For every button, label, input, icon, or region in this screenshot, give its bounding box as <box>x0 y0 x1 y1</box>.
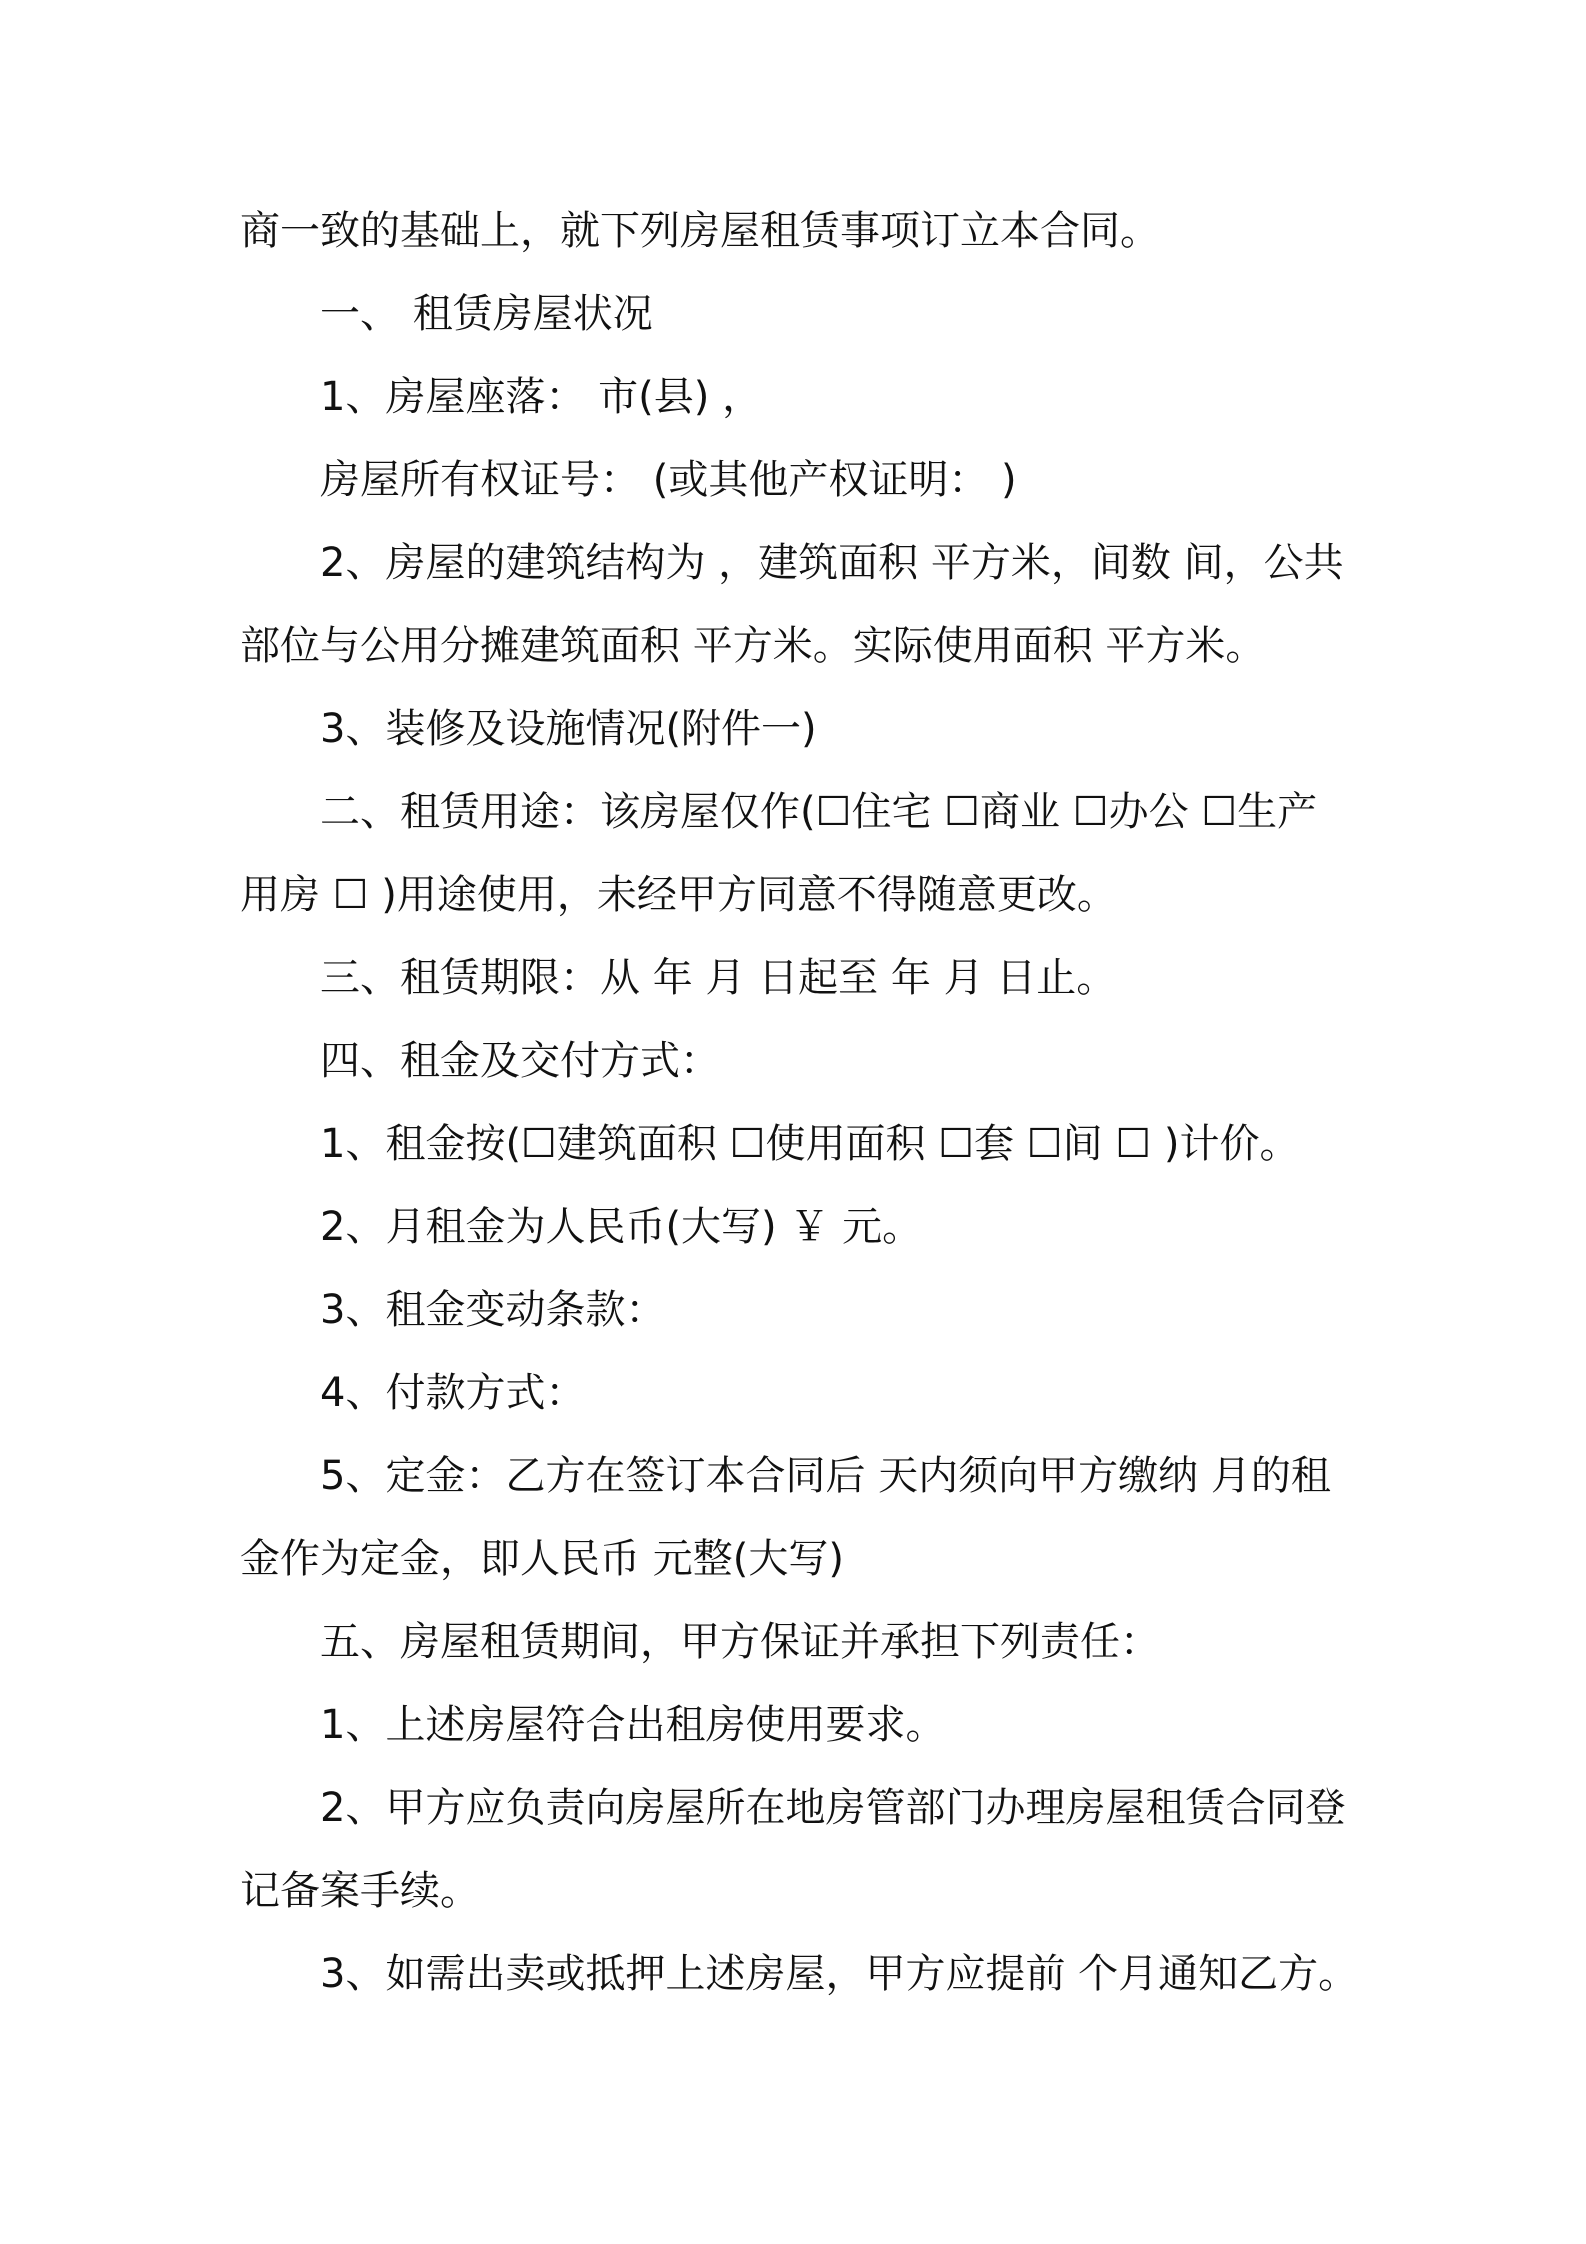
line-1: 商一致的基础上，就下列房屋租赁事项订立本合同。 <box>240 208 1160 254</box>
line-6: 部位与公用分摊建筑面积 平方米。实际使用面积 平方米。 <box>240 623 1266 669</box>
line-3: 1、房屋座落： 市(县) ， <box>320 374 763 420</box>
line-2: 一、 租赁房屋状况 <box>320 291 653 337</box>
line-16: 5、定金：乙方在签订本合同后 天内须向甲方缴纳 月的租 <box>320 1453 1331 1499</box>
line-10: 三、租赁期限：从 年 月 日起至 年 月 日止。 <box>320 955 1117 1001</box>
line-14: 3、租金变动条款： <box>320 1287 666 1333</box>
line-18: 五、房屋租赁期间，甲方保证并承担下列责任： <box>320 1619 1160 1665</box>
line-19: 1、上述房屋符合出租房使用要求。 <box>320 1702 946 1748</box>
line-8: 二、租赁用途：该房屋仅作(☐住宅 ☐商业 ☐办公 ☐生产 <box>320 789 1318 835</box>
line-7: 3、装修及设施情况(附件一) <box>320 706 817 752</box>
line-4: 房屋所有权证号： (或其他产权证明： ) <box>320 457 1017 503</box>
line-22: 3、如需出卖或抵押上述房屋，甲方应提前 个月通知乙方。 <box>320 1951 1359 1997</box>
line-20: 2、甲方应负责向房屋所在地房管部门办理房屋租赁合同登 <box>320 1785 1346 1831</box>
line-13: 2、月租金为人民币(大写) ￥ 元。 <box>320 1204 923 1250</box>
line-12: 1、租金按(☐建筑面积 ☐使用面积 ☐套 ☐间 ☐ )计价。 <box>320 1121 1300 1167</box>
line-17: 金作为定金，即人民币 元整(大写) <box>240 1536 844 1582</box>
line-9: 用房 ☐ )用途使用，未经甲方同意不得随意更改。 <box>240 872 1117 918</box>
line-5: 2、房屋的建筑结构为 ，建筑面积 平方米，间数 间，公共 <box>320 540 1344 586</box>
contract-text <box>240 190 1360 2016</box>
line-11: 四、租金及交付方式： <box>320 1038 720 1084</box>
line-15: 4、付款方式： <box>320 1370 586 1416</box>
line-21: 记备案手续。 <box>240 1868 480 1914</box>
